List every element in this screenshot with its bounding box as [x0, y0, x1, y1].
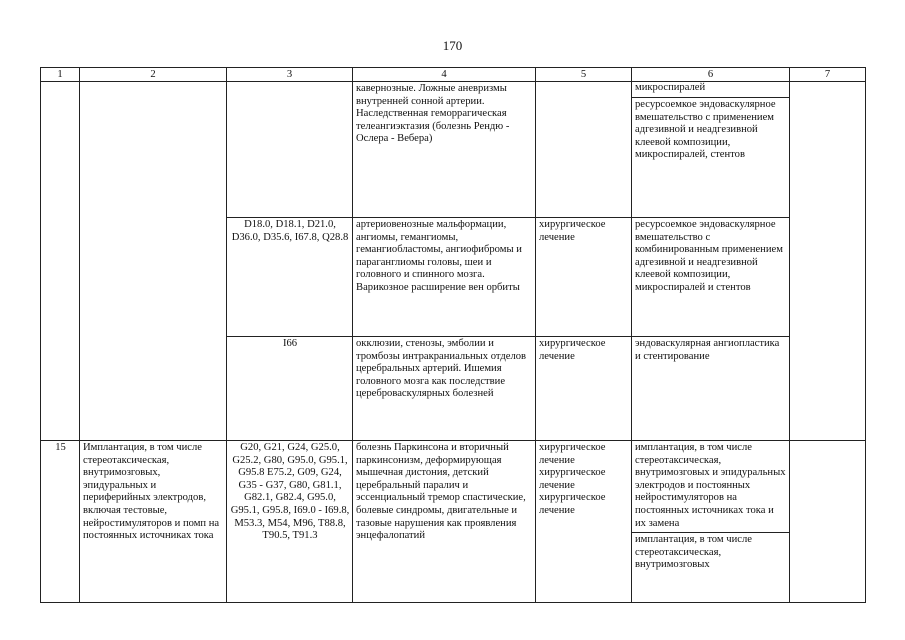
table-row: [41, 82, 866, 218]
column-number-row: [41, 68, 866, 82]
column-header: 1: [41, 68, 80, 82]
method-text: имплантация, в том числе стереотаксическая, внутримозговых и эпидуральных электродов и постоянных нейростимуляторов на постоянных источниках тока и их замена: [632, 441, 789, 533]
column-header: 7: [790, 68, 866, 82]
treatment-type-cell: [536, 441, 632, 603]
treatment-type-text: хирургическое лечение: [539, 442, 606, 466]
column-header: 5: [536, 68, 632, 82]
medical-care-table: [40, 67, 866, 603]
method-text: микроспиралей: [632, 82, 789, 98]
treatment-type-text: хирургическое лечение: [539, 492, 606, 516]
method-cell: ресурсоемкое эндоваскулярное вмешательство с комбинированным применением адгезивной и неадгезивной клеевой композиции, микроспиралей и стентов: [632, 218, 790, 337]
column-header: 3: [227, 68, 353, 82]
method-text: ресурсоемкое эндоваскулярное вмешательство с применением адгезивной и неадгезивной клеевой композиции, микроспиралей, стентов: [635, 99, 776, 161]
page-number: 170: [442, 38, 463, 53]
icd-codes-cell: [227, 82, 353, 218]
procedure-name-cell: Имплантация, в том числе стереотаксическая, внутримозговых, эпидуральных и периферийных электродов, включая тестовые, нейростимуляторов и помп на постоянных источниках тока: [80, 441, 227, 603]
column-header: 2: [80, 68, 227, 82]
treatment-type-cell: хирургическое лечение: [536, 218, 632, 337]
row-number-cell: 15: [41, 441, 80, 603]
treatment-type-cell: хирургическое лечение: [536, 337, 632, 441]
procedure-name-cell: [80, 82, 227, 441]
diagnosis-cell: окклюзии, стенозы, эмболии и тромбозы интракраниальных отделов церебральных артерий. Ишемия головного мозга как последствие цереброваскулярных болезней: [353, 337, 536, 441]
row-number-cell: [41, 82, 80, 441]
icd-codes-cell: G20, G21, G24, G25.0, G25.2, G80, G95.0, G95.1, G95.8 E75.2, G09, G24, G35 - G37, G80, G81.1, G82.1, G82.4, G95.0, G95.1, G95.8, I69.0 - I69.8, M53.3, M54, M96, T88.8, T90.5, T91.3: [227, 441, 353, 603]
method-text: имплантация, в том числе стереотаксическая, внутримозговых: [635, 534, 752, 571]
method-cell: эндоваскулярная ангиопластика и стентирование: [632, 337, 790, 441]
table-row: [41, 441, 866, 603]
treatment-type-text: хирургическое лечение: [539, 467, 606, 491]
diagnosis-cell: артериовенозные мальформации, ангиомы, гемангиомы, гемангиобластомы, ангиофибромы и параганглиомы головы, шеи и головного и спинного мозга. Варикозное расширение вен орбиты: [353, 218, 536, 337]
diagnosis-cell: кавернозные. Ложные аневризмы внутренней сонной артерии. Наследственная геморрагическая телеангиэктазия (болезнь Рендю - Ослера - Вебера): [353, 82, 536, 218]
icd-codes-cell: D18.0, D18.1, D21.0, D36.0, D35.6, I67.8, Q28.8: [227, 218, 353, 337]
icd-codes-cell: I66: [227, 337, 353, 441]
treatment-type-cell: [536, 82, 632, 218]
notes-cell: [790, 82, 866, 441]
notes-cell: [790, 441, 866, 603]
diagnosis-cell: болезнь Паркинсона и вторичный паркинсонизм, деформирующая мышечная дистония, детский церебральный паралич и эссенциальный тремор спастические, болевые синдромы, двигательные и тазовые нарушения как проявления энцефалопатий: [353, 441, 536, 603]
method-cell: [632, 82, 790, 218]
method-cell: [632, 441, 790, 603]
column-header: 4: [353, 68, 536, 82]
column-header: 6: [632, 68, 790, 82]
